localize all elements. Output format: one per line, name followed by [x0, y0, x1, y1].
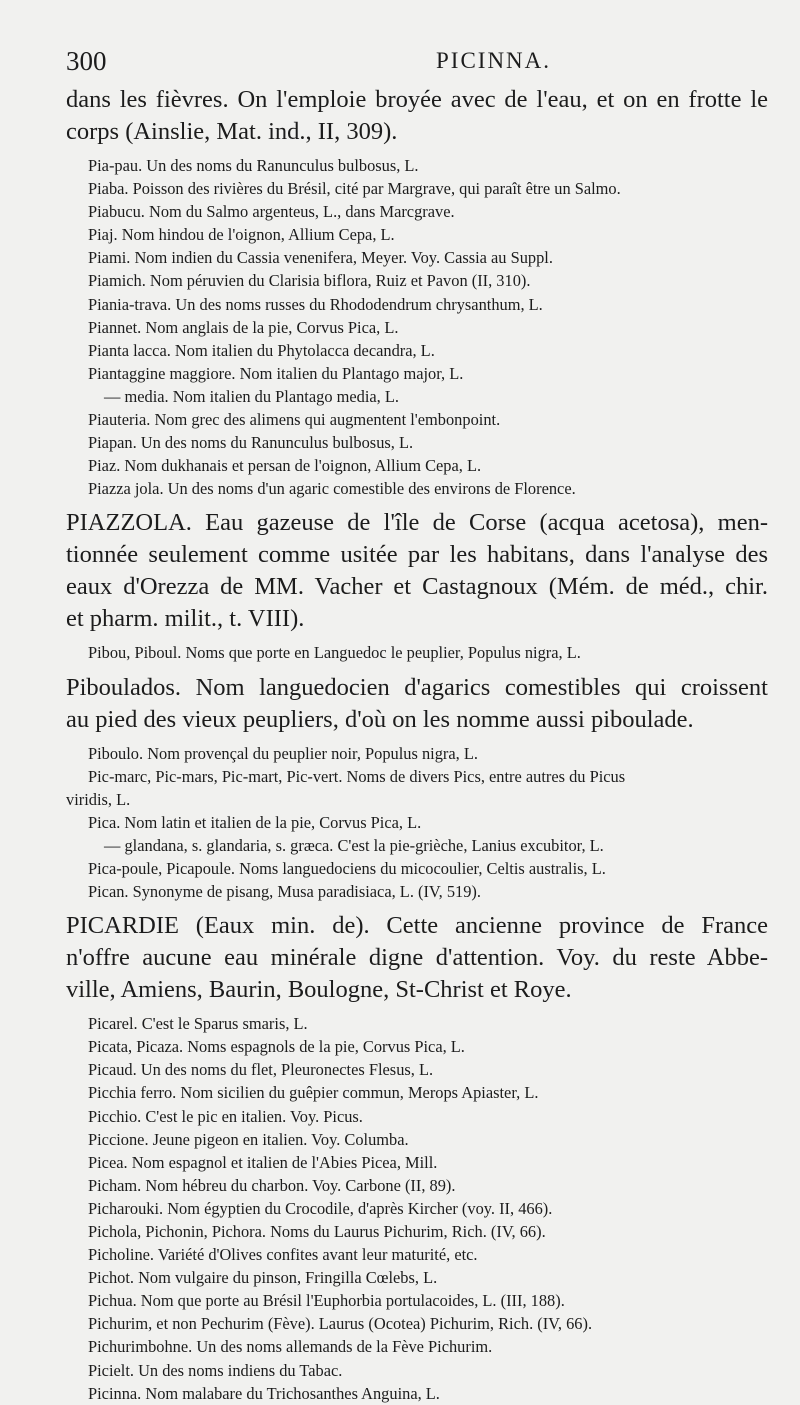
text-line: eaux d'Orezza de MM. Vacher et Castagnoux (Mém. de méd., chir. — [66, 573, 768, 601]
dictionary-entry: Pichurim, et non Pechurim (Fève). Laurus (Ocotea) Pichurim, Rich. (IV, 66). — [88, 1314, 593, 1334]
dictionary-entry: Pianta lacca. Nom italien du Phytolacca decandra, L. — [88, 340, 435, 360]
piboulados-article — [66, 672, 768, 736]
dictionary-entry: Piazza jola. Un des noms d'un agaric comestible des environs de Florence. — [88, 479, 576, 499]
dictionary-entry: Pica-poule, Picapoule. Noms languedociens du micocoulier, Celtis australis, L. — [88, 858, 606, 878]
dictionary-entry: Piapan. Un des noms du Ranunculus bulbosus, L. — [88, 433, 414, 453]
dictionary-entry: Picata, Picaza. Noms espagnols de la pie, Corvus Pica, L. — [88, 1037, 465, 1057]
dictionary-entry: Piccione. Jeune pigeon en italien. Voy. Columba. — [88, 1129, 409, 1149]
dictionary-entry: Pia-pau. Un des noms du Ranunculus bulbosus, L. — [88, 156, 419, 175]
dictionary-entry: Piantaggine maggiore. Nom italien du Plantago major, L. — [88, 363, 464, 383]
dictionary-entry: Picea. Nom espagnol et italien de l'Abies Picea, Mill. — [88, 1152, 438, 1172]
text-line: ville, Amiens, Baurin, Boulogne, St-Christ et Roye. — [66, 976, 572, 1004]
dictionary-entry: — glandana, s. glandaria, s. græca. C'est la pie-grièche, Lanius excubitor, L. — [104, 835, 604, 855]
dictionary-entry: Pican. Synonyme de pisang, Musa paradisiaca, L. (IV, 519). — [88, 882, 481, 902]
piazzola-article — [66, 507, 768, 635]
dictionary-entry: Piabucu. Nom du Salmo argenteus, L., dans Marcgrave. — [88, 202, 455, 222]
page-header — [66, 46, 766, 80]
page-number: 300 — [66, 46, 107, 76]
dictionary-entry: Picharouki. Nom égyptien du Crocodile, d'après Kircher (voy. II, 466). — [88, 1198, 553, 1218]
dictionary-entry: Piannet. Nom anglais de la pie, Corvus Pica, L. — [88, 317, 399, 337]
dictionary-entry: Picchia ferro. Nom sicilien du guêpier commun, Merops Apiaster, L. — [88, 1083, 539, 1103]
entries-group-pica-picinna — [66, 1012, 768, 1405]
running-title: PICINNA. — [436, 48, 552, 73]
dictionary-entry: Picchio. C'est le pic en italien. Voy. Picus. — [88, 1106, 363, 1126]
text-line: au pied des vieux peupliers, d'où on les nomme aussi piboulade. — [66, 705, 694, 733]
dictionary-entry: Piaba. Poisson des rivières du Brésil, cité par Margrave, qui paraît être un Salmo. — [88, 179, 621, 199]
text-line: tionnée seulement comme usitée par les habitans, dans l'analyse des — [66, 541, 768, 569]
dictionary-entry: Picholine. Variété d'Olives confites avant leur maturité, etc. — [88, 1245, 478, 1265]
dictionary-entry: Picham. Nom hébreu du charbon. Voy. Carbone (II, 89). — [88, 1175, 456, 1195]
text-line: PIAZZOLA. Eau gazeuse de l'île de Corse (acqua acetosa), men- — [66, 509, 768, 537]
dictionary-entry: Piboulo. Nom provençal du peuplier noir, Populus nigra, L. — [88, 743, 478, 763]
dictionary-entry: Piania-trava. Un des noms russes du Rhododendrum chrysanthum, L. — [88, 294, 543, 314]
dictionary-entry: Picaud. Un des noms du flet, Pleuronectes Flesus, L. — [88, 1060, 434, 1080]
dictionary-entry: Pichola, Pichonin, Pichora. Noms du Laurus Pichurim, Rich. (IV, 66). — [88, 1222, 546, 1241]
text-line: n'offre aucune eau minérale digne d'attention. Voy. du reste Abbe- — [66, 944, 768, 972]
dictionary-entry: Piami. Nom indien du Cassia venenifera, Meyer. Voy. Cassia au Suppl. — [88, 248, 553, 268]
intro-paragraph — [66, 84, 768, 148]
dictionary-entry: Pichua. Nom que porte au Brésil l'Euphorbia portulacoides, L. (III, 188). — [88, 1291, 565, 1311]
dictionary-entry: Pica. Nom latin et italien de la pie, Corvus Pica, L. — [88, 812, 422, 832]
picardie-article — [66, 910, 768, 1006]
dictionary-entry: Pichot. Nom vulgaire du pinson, Fringilla Cœlebs, L. — [88, 1268, 438, 1288]
page-body — [66, 84, 768, 1405]
entries-group-pic — [66, 742, 768, 904]
text-line: dans les fièvres. On l'emploie broyée avec de l'eau, et on en frotte le — [66, 86, 768, 113]
text-line: corps (Ainslie, Mat. ind., II, 309). — [66, 118, 398, 145]
dictionary-entry-continuation: viridis, L. — [66, 789, 131, 809]
text-line: et pharm. milit., t. VIII). — [66, 605, 305, 633]
dictionary-entry: Piauteria. Nom grec des alimens qui augmentent l'embonpoint. — [88, 410, 501, 430]
dictionary-entry: Pic-marc, Pic-mars, Pic-mart, Pic-vert. Noms de divers Pics, entre autres du Picus — [88, 766, 626, 786]
text-line: Piboulados. Nom languedocien d'agarics comestibles qui croissent — [66, 673, 768, 701]
dictionary-entry: Piamich. Nom péruvien du Clarisia biflora, Ruiz et Pavon (II, 310). — [88, 271, 531, 291]
dictionary-entry: Picielt. Un des noms indiens du Tabac. — [88, 1360, 343, 1380]
entries-group-pia — [66, 154, 768, 500]
dictionary-entry: Pibou, Piboul. Noms que porte en Languedoc le peuplier, Populus nigra, L. — [88, 643, 581, 663]
entries-group-pibou — [66, 641, 768, 664]
dictionary-entry: Piaz. Nom dukhanais et persan de l'oignon, Allium Cepa, L. — [88, 456, 482, 476]
dictionary-entry: — media. Nom italien du Plantago media, L. — [104, 386, 399, 406]
text-line: PICARDIE (Eaux min. de). Cette ancienne province de France — [66, 912, 768, 940]
dictionary-entry: Picinna. Nom malabare du Trichosanthes Anguina, L. — [88, 1383, 440, 1403]
dictionary-entry: Piaj. Nom hindou de l'oignon, Allium Cepa, L. — [88, 225, 395, 245]
dictionary-entry: Picarel. C'est le Sparus smaris, L. — [88, 1014, 308, 1034]
dictionary-entry: Pichurimbohne. Un des noms allemands de la Fève Pichurim. — [88, 1337, 493, 1357]
